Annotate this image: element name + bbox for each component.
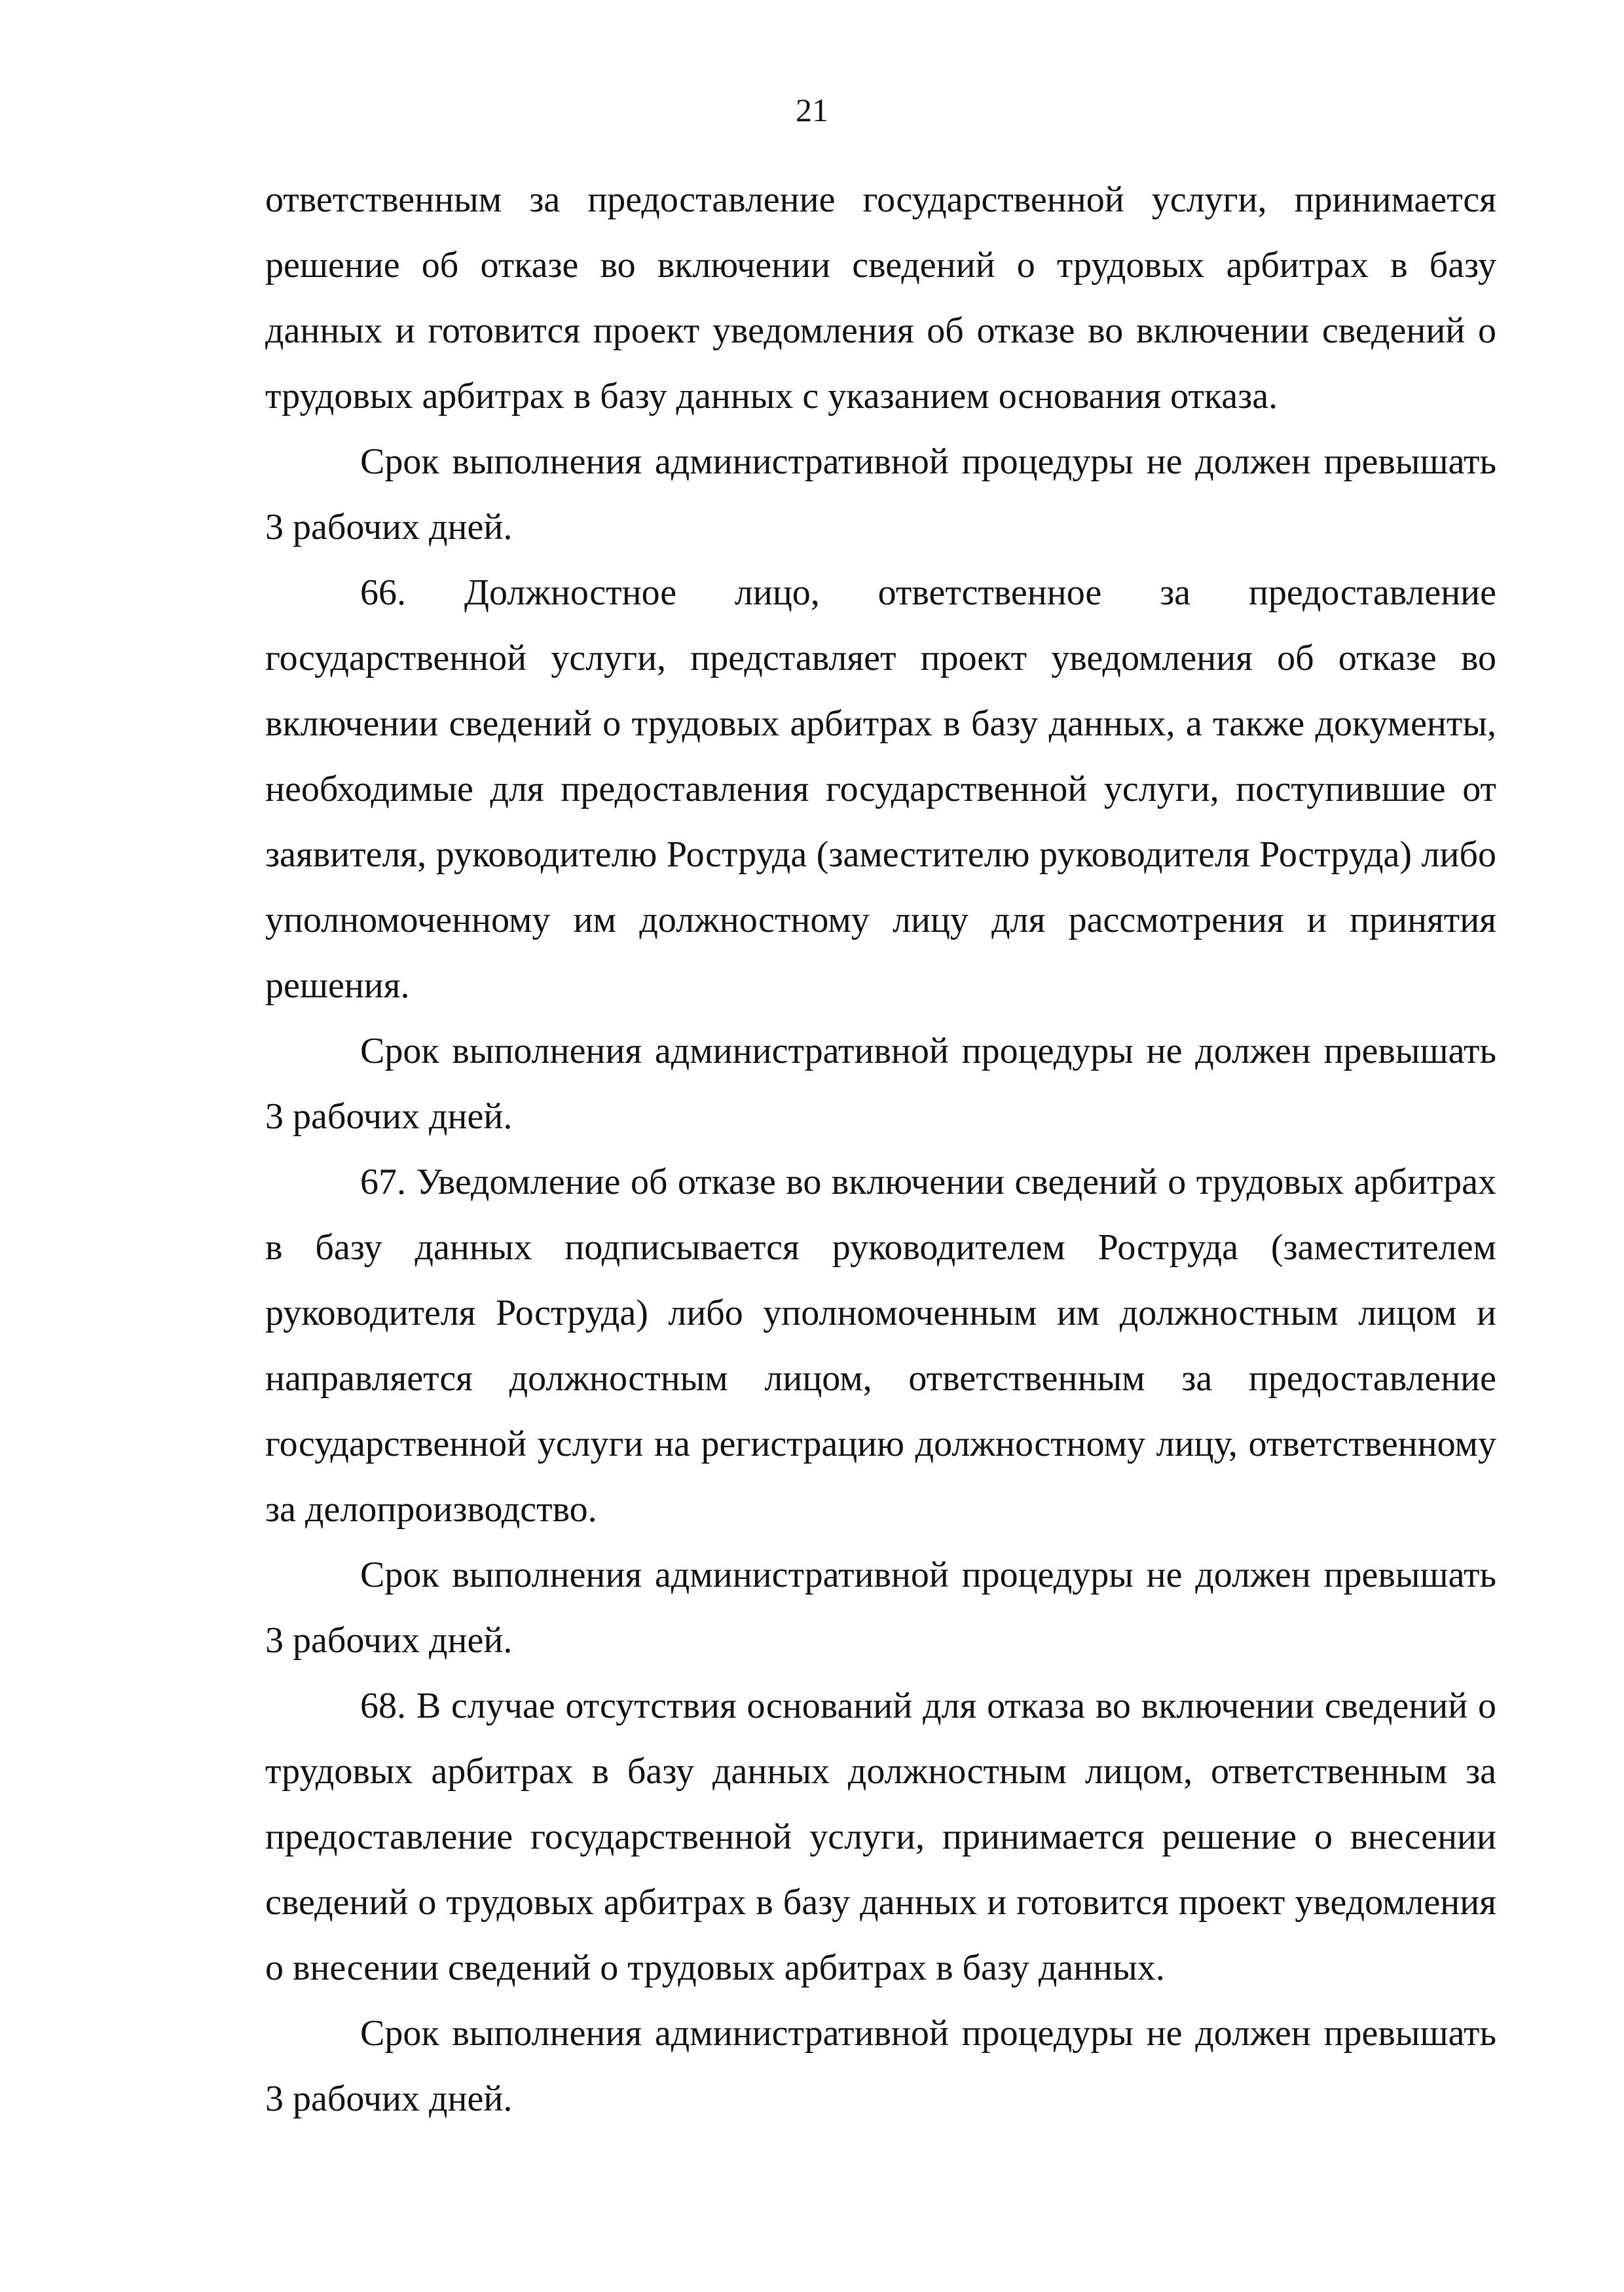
paragraph-deadline: Срок выполнения административной процедуры не должен превышать 3 рабочих дней. — [265, 2013, 1496, 2119]
paragraph-deadline: Срок выполнения административной процедуры не должен превышать 3 рабочих дней. — [265, 1031, 1496, 1137]
paragraph-67: 67. Уведомление об отказе во включении сведений о трудовых арбитрах в базу данных подписывается руководителем Роструда (заместителем руководителя Роструда) либо уполномоченным им должностным лицом и направляется должностным лицом, ответственным за предоставление государственной услуги на регистрацию должностному лицу, ответственному за делопроизводство. — [265, 1162, 1496, 1530]
paragraph-continuation: ответственным за предоставление государственной услуги, принимается решение об отказе во включении сведений о трудовых арбитрах в базу данных и готовится проект уведомления об отказе во включении сведений о трудовых арбитрах в базу данных с указанием основания отказа. — [265, 179, 1496, 416]
paragraph-deadline: Срок выполнения административной процедуры не должен превышать 3 рабочих дней. — [265, 1555, 1496, 1661]
page-number: 21 — [796, 92, 828, 128]
paragraph-68: 68. В случае отсутствия оснований для отказа во включении сведений о трудовых арбитрах в базу данных должностным лицом, ответственным за предоставление государственной услуги, принимается решение о внесении сведений о трудовых арбитрах в базу данных и готовится проект уведомления о внесении сведений о трудовых арбитрах в базу данных. — [265, 1686, 1496, 1988]
paragraph-66: 66. Должностное лицо, ответственное за предоставление государственной услуги, представляет проект уведомления об отказе во включении сведений о трудовых арбитрах в базу данных, а также документы, необходимые для предоставления государственной услуги, поступившие от заявителя, руководителю Роструда (заместителю руководителя Роструда) либо уполномоченному им должностному лицу для рассмотрения и принятия решения. — [265, 572, 1496, 1006]
paragraph-deadline: Срок выполнения административной процедуры не должен превышать 3 рабочих дней. — [265, 441, 1496, 547]
document-body — [265, 167, 1496, 2132]
